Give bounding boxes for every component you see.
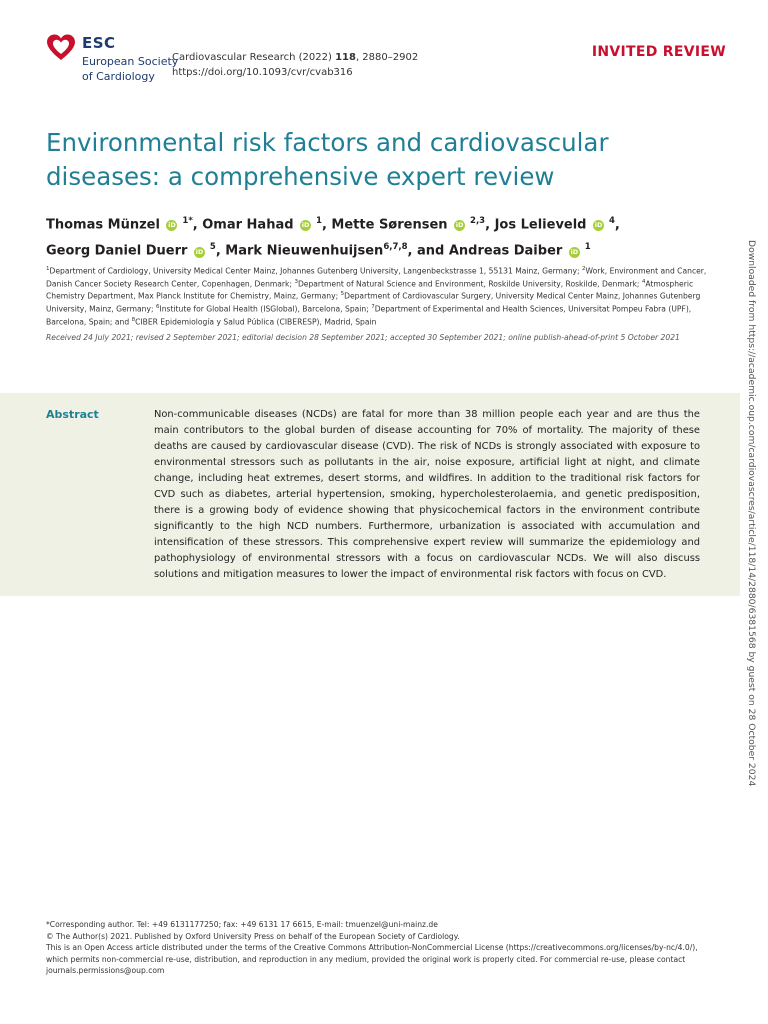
affiliation-number: 5 [340,291,345,298]
author-affiliation-number: 1* [179,216,193,226]
copyright-notice: © The Author(s) 2021. Published by Oxford University Press on behalf of the European Society of Cardiology. [46,931,460,941]
license-notice: This is an Open Access article distributed under the terms of the Creative Commons Attribution-NonCommercial License (https://creativecommons.org/licenses/by-nc/4.0/), which permits non-commercial re-use, distribution, and reproduction in any medium, provided the original work is properly cited. For commercial re-use, please contact journals.permissions@oup.com [46,943,698,976]
author-list: Thomas Münzel iD $^{1*}$, Omar Hahad iD $^1$, Mette Sørensen iD $^{2,3}$, Jos Lelieveld iD $^4$, Georg Daniel Duerr iD $^5$, Mark Nieuwenhuijsen$^{6,7,8}$, and Andreas Daiber iD $^1$ [46,216,620,259]
download-notice [737,240,759,800]
affiliation-text: Work, Environment and Cancer, Danish Cancer Society Research Center, Copenhagen, Denmark; [46,266,707,289]
affiliation-text: Department of Cardiology, University Medical Center Mainz, Johannes Gutenberg University, Langenbeckstrasse 1, 55131 Mainz, Germany; [49,266,583,276]
author-affiliation-number: 1 [581,242,591,253]
affiliation-text: Department of Natural Science and Environment, Roskilde University, Roskilde, Denmark; [297,279,642,289]
logo-wordmark: ESC [82,34,116,52]
author-name: Jos Lelieveld [494,217,587,233]
abstract-heading: Abstract [46,408,99,421]
affiliation-text: Department of Experimental and Health Sciences, Universitat Pompeu Fabra (UPF), Barcelona, Spain; and [46,304,692,327]
logo-society-line1: European Society [82,55,179,68]
affiliation-number: 6 [155,304,160,311]
affiliation-text: Department of Cardiovascular Surgery, University Medical Center Mainz, Johannes Gutenberg University, Mainz, Germany; [46,292,701,314]
author-affiliation-number: 4 [606,216,615,226]
author-affiliation-number: 1 [313,216,322,226]
logo-society-line2: of Cardiology [82,70,155,83]
article-type-label: INVITED REVIEW [591,44,726,60]
author-affiliation-number: 6,7,8 [383,242,408,253]
affiliation-number: 1 [46,266,50,272]
download-notice-text: Downloaded from https://academic.oup.com/cardiovascres/article/118/14/2880/6381568 by guest on 28 October 2024 [746,240,757,787]
author-name: Andreas Daiber [448,243,563,259]
author-name: Georg Daniel Duerr [46,243,188,259]
author-name: Thomas Münzel [46,217,160,233]
affiliation-text: CIBER Epidemiología y Salud Pública (CIBERESP), Madrid, Spain [135,317,377,327]
journal-pages: , 2880–2902 [355,52,419,63]
heart-icon [46,33,76,63]
affiliation-text: Atmospheric Chemistry Department, Max Planck Institute for Chemistry, Mainz, Germany; [46,279,694,301]
affiliation-number: 8 [131,316,136,323]
article-dates: Received 24 July 2021; revised 2 September 2021; editorial decision 28 September 2021; accepted 30 September 2021; online publish-ahead-of-print 5 October 2021 [46,333,680,342]
author-name: Mette Sørensen [331,217,448,233]
journal-name: Cardiovascular Research (2022) [172,52,332,63]
journal-volume: 118 [335,52,356,63]
orcid-icon[interactable]: iD [301,221,310,230]
author-name: Mark Nieuwenhuijsen [225,243,384,259]
affiliation-text: Institute for Global Health (ISGlobal), Barcelona, Spain; [159,304,372,314]
footnotes [46,919,722,977]
doi-link[interactable]: https://doi.org/10.1093/cvr/cvab316 [172,67,353,78]
abstract-body: Non-communicable diseases (NCDs) are fatal for more than 38 million people each year and are thus the main contributors to the global burden of disease accounting for 70% of mortality. The majority of these deaths are caused by cardiovascular disease (CVD). The risk of NCDs is strongly associated with exposure to environmental stressors such as pollutants in the air, noise exposure, artificial light at night, and climate change, including heat extremes, desert storms, and wildfires. In addition to the traditional risk factors for CVD such as diabetes, arterial hypertension, smoking, hypercholesterolaemia, and genetic predisposition, there is a growing body of evidence showing that physicochemical factors in the environment contribute significantly to the high NCD numbers. Furthermore, urbanization is associated with accumulation and intensification of these stressors. This comprehensive expert review will summarize the epidemiology and pathophysiology of environmental stressors with a focus on cardiovascular NCDs. We will also discuss solutions and mitigation measures to lower the impact of environmental risk factors with focus on CVD. [154,409,700,580]
esc-logo [46,33,179,89]
orcid-icon[interactable]: iD [168,221,176,230]
orcid-icon[interactable]: iD [594,221,603,230]
affiliation-number: 2 [582,266,586,272]
orcid-icon[interactable]: iD [455,221,464,230]
article-title: Environmental risk factors and cardiovascular diseases: a comprehensive expert review [46,128,609,191]
author-affiliation-number: 2,3 [467,216,486,226]
author-affiliation-number: 5 [206,242,216,253]
affiliation-number: 3 [294,278,298,285]
author-name: Omar Hahad [202,217,294,233]
journal-line [172,50,418,65]
affiliations [46,264,716,328]
journal-citation [172,50,418,80]
affiliation-number: 4 [641,278,646,285]
orcid-icon[interactable]: iD [570,247,579,256]
orcid-icon[interactable]: iD [195,247,204,256]
corresponding-author: *Corresponding author. Tel: +49 6131177250; fax: +49 6131 17 6615, E-mail: tmuenzel@uni-mainz.de [46,920,438,929]
author-connector: and [412,243,449,259]
affiliation-number: 7 [371,304,375,311]
